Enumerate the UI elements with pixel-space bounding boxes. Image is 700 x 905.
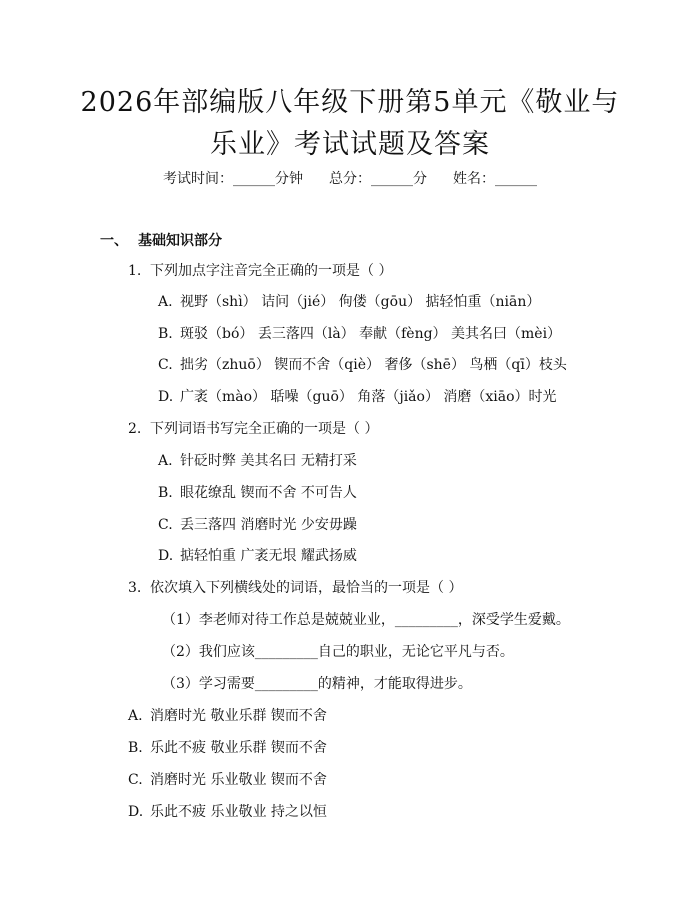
question-number: 3. xyxy=(128,580,142,596)
option-letter: B. xyxy=(128,740,143,756)
option-letter: A. xyxy=(158,453,173,469)
question-1-option-b xyxy=(158,325,561,343)
exam-info xyxy=(0,170,700,188)
exam-time-field: 考试时间：______分钟 xyxy=(163,171,303,187)
exam-score-field: 总分：______分 xyxy=(329,171,427,187)
option-letter: A. xyxy=(128,708,143,724)
question-number: 1. xyxy=(128,263,142,279)
question-2-option-b xyxy=(158,484,357,502)
option-text: 消磨时光 敬业乐群 锲而不舍 xyxy=(150,708,327,724)
question-3-blank-2: （2）我们应该_________自己的职业，无论它平凡与否。 xyxy=(162,644,514,660)
option-letter: B. xyxy=(158,326,173,342)
exam-title-line-2: 乐业》考试试题及答案 xyxy=(210,129,490,160)
question-3-stem xyxy=(128,579,462,597)
question-3-blank-3: （3）学习需要_________的精神，才能取得进步。 xyxy=(162,676,472,692)
question-1-option-a xyxy=(158,293,540,311)
option-letter: D. xyxy=(158,548,174,564)
question-2-option-d xyxy=(158,547,357,565)
option-text: 眼花缭乱 锲而不舍 不可告人 xyxy=(180,485,357,501)
question-2-option-a xyxy=(158,452,357,470)
exam-name-field: 姓名：______ xyxy=(453,171,537,187)
option-text: 广袤（mào） 聒噪（guō） 角落（jiǎo） 消磨（xiāo）时光 xyxy=(180,389,557,405)
question-3-option-a xyxy=(128,707,327,725)
question-3-blank-1: （1）李老师对待工作总是兢兢业业，_________，深受学生爱戴。 xyxy=(162,612,570,628)
question-text: 下列加点字注音完全正确的一项是（ ） xyxy=(150,263,393,279)
option-text: 丢三落四 消磨时光 少安毋躁 xyxy=(180,517,357,533)
option-letter: C. xyxy=(158,357,173,373)
option-text: 乐此不疲 敬业乐群 锲而不舍 xyxy=(150,740,327,756)
question-number: 2. xyxy=(128,421,142,437)
question-1-stem xyxy=(128,262,392,280)
option-letter: D. xyxy=(158,389,174,405)
question-2-option-c xyxy=(158,516,357,534)
section-title: 基础知识部分 xyxy=(138,233,222,249)
question-3-option-c xyxy=(128,771,327,789)
question-2-stem xyxy=(128,420,378,438)
exam-title-line-1: 2026年部编版八年级下册第5单元《敬业与 xyxy=(80,87,620,118)
option-text: 消磨时光 乐业敬业 锲而不舍 xyxy=(150,772,327,788)
option-text: 掂轻怕重 广袤无垠 耀武扬威 xyxy=(180,548,357,564)
option-text: 视野（shì） 诘问（jié） 佝偻（gōu） 掂轻怕重（niān） xyxy=(180,294,541,310)
question-3-option-b xyxy=(128,739,327,757)
option-letter: D. xyxy=(128,804,144,820)
section-heading xyxy=(100,232,222,250)
question-3-option-d xyxy=(128,803,327,821)
question-1-option-d xyxy=(158,388,557,406)
question-text: 依次填入下列横线处的词语，最恰当的一项是（ ） xyxy=(150,580,463,596)
section-number: 一、 xyxy=(100,233,128,249)
option-letter: C. xyxy=(128,772,143,788)
option-letter: B. xyxy=(158,485,173,501)
question-text: 下列词语书写完全正确的一项是（ ） xyxy=(150,421,379,437)
option-text: 针砭时弊 美其名曰 无精打采 xyxy=(180,453,357,469)
option-letter: A. xyxy=(158,294,173,310)
option-text: 斑驳（bó） 丢三落四（là） 奉献（fèng） 美其名曰（mèi） xyxy=(180,326,562,342)
option-text: 拙劣（zhuō） 锲而不舍（qiè） 奢侈（shē） 鸟栖（qī）枝头 xyxy=(180,357,567,373)
option-text: 乐此不疲 乐业敬业 持之以恒 xyxy=(150,804,327,820)
option-letter: C. xyxy=(158,517,173,533)
question-1-option-c xyxy=(158,356,567,374)
